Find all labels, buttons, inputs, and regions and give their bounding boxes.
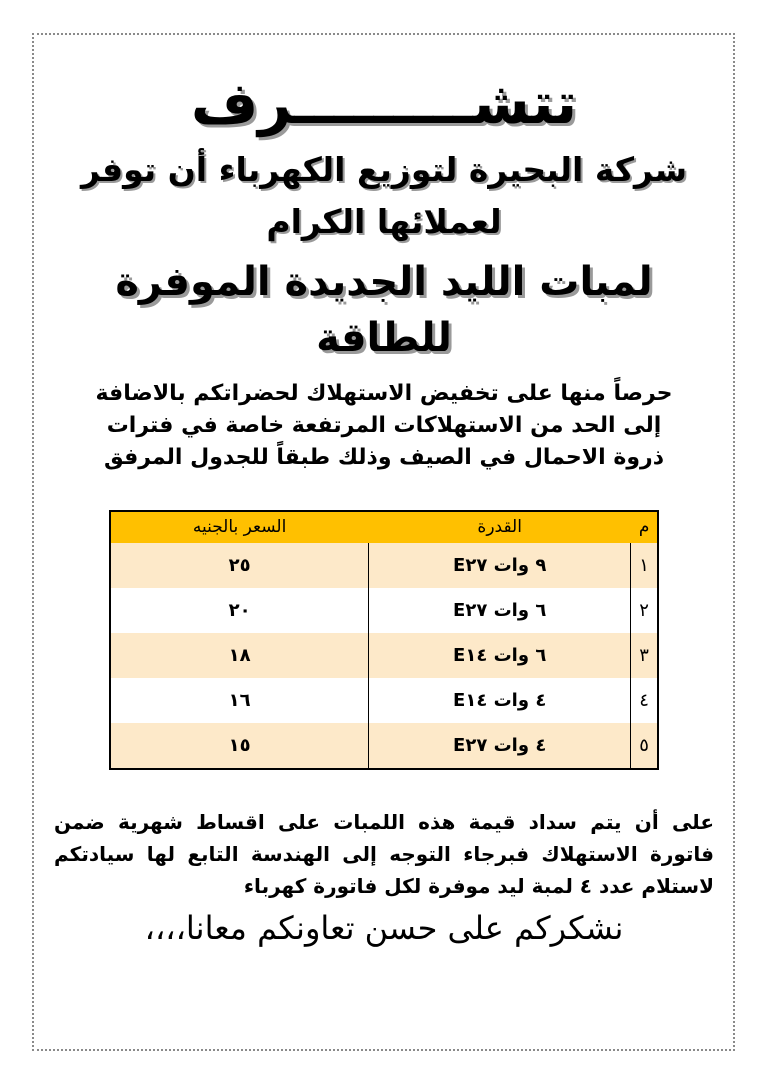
row-power: ٩ وات E٢٧ [369, 543, 631, 589]
header-price: السعر بالجنيه [110, 511, 369, 543]
announcement [50, 60, 718, 950]
row-price: ١٦ [110, 678, 369, 723]
product-line: لمبات الليد الجديدة الموفرة للطاقة [115, 259, 653, 361]
row-power: ٦ وات E٢٧ [369, 588, 631, 633]
row-price: ١٥ [110, 723, 369, 769]
row-number: ٢ [631, 588, 658, 633]
row-number: ٣ [631, 633, 658, 678]
price-table [109, 510, 659, 770]
table-row [110, 723, 658, 769]
row-number: ٥ [631, 723, 658, 769]
row-power: ٤ وات E٢٧ [369, 723, 631, 769]
table-row [110, 678, 658, 723]
headline: تتشـــــــــرف [190, 69, 578, 137]
row-power: ٤ وات E١٤ [369, 678, 631, 723]
company-line: شركة البحيرة لتوزيع الكهرباء أن توفر لعملائها الكرام [80, 150, 688, 241]
table-row [110, 633, 658, 678]
thanks-line: نشكركم على حسن تعاونكم معانا،،،، [144, 909, 624, 947]
table-row [110, 588, 658, 633]
row-number: ١ [631, 543, 658, 589]
row-power: ٦ وات E١٤ [369, 633, 631, 678]
intro-paragraph: حرصاً منها على تخفيض الاستهلاك لحضراتكم بالاضافة إلى الحد من الاستهلاكات المرتفعة خاصة في فترات ذروة الاحمال في الصيف وذلك طبقاً للجدول المرفق [95, 381, 673, 470]
header-power: القدرة [369, 511, 631, 543]
row-number: ٤ [631, 678, 658, 723]
table-row [110, 543, 658, 589]
table-header-row [110, 511, 658, 543]
terms-paragraph: على أن يتم سداد قيمة هذه اللمبات على اقساط شهرية ضمن فاتورة الاستهلاك فبرجاء التوجه إلى الهندسة التابع لها سيادتكم لاستلام عدد ٤ لمبة ليد موفرة لكل فاتورة كهرباء [54, 810, 714, 898]
row-price: ٢٠ [110, 588, 369, 633]
row-price: ٢٥ [110, 543, 369, 589]
header-number: م [631, 511, 658, 543]
row-price: ١٨ [110, 633, 369, 678]
